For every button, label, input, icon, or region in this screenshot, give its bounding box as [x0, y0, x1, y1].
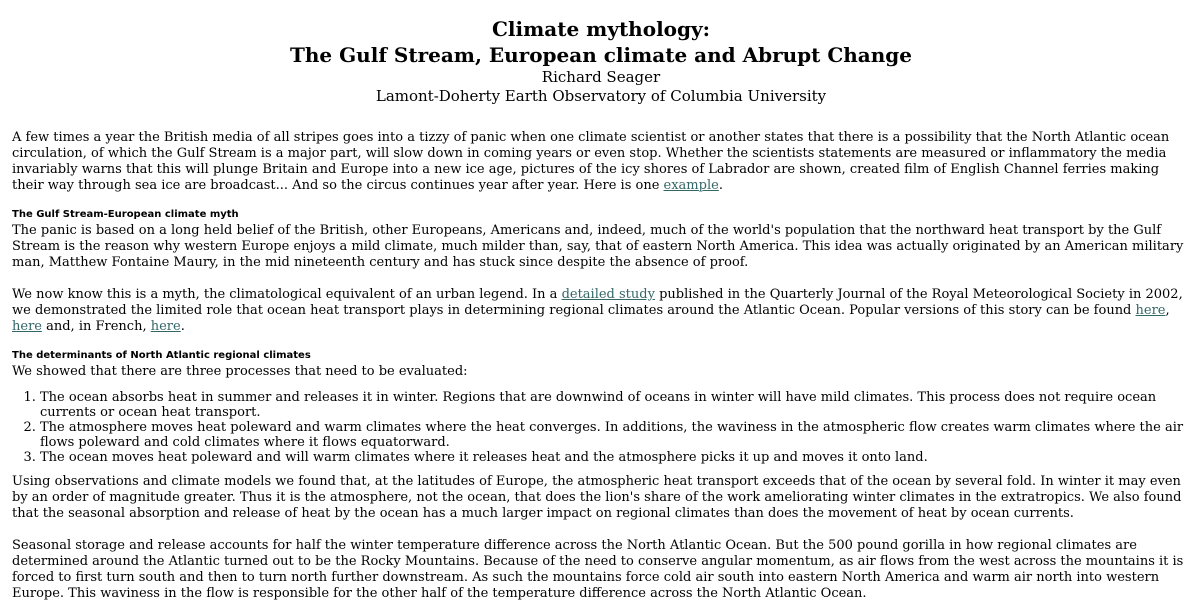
myth-study-paragraph — [12, 287, 1190, 335]
intro-tail: . — [718, 178, 723, 193]
process-list — [12, 390, 1190, 465]
list-item: 1. The ocean absorbs heat in summer and releases it in winter. Regions that are downwind of oceans in winter will have mild climates. This process does not require ocean currents or ocean heat transport. — [40, 390, 1190, 420]
example-link[interactable]: example — [663, 178, 719, 193]
page-subtitle: The Gulf Stream, European climate and Abrupt Change — [289, 43, 913, 67]
study-text-d: and, in French, — [41, 319, 151, 334]
list-item: 2. The atmosphere moves heat poleward and warm climates where the heat converges. In additions, the waviness in the atmospheric flow creates warm climates where the air flows poleward and cold climates where it flows equatorward. — [40, 420, 1190, 450]
intro-text: A few times a year the British media of all stripes goes into a tizzy of panic when one climate scientist or another states that there is a possibility that the North Atlantic ocean circulation, of which the Gulf Stream is a major part, will slow down in coming years or even stop. Whether the scientists statements are measured or inflammatory the media invariably warns that this will plunge Britain and Europe into a new ice age, pictures of the icy shores of Labrador are shown, created film of English Channel ferries making their way through sea ice are broadcast... And so the circus continues year after year. Here is one — [12, 130, 1170, 193]
study-text-e: . — [180, 319, 185, 334]
intro-paragraph — [12, 130, 1190, 194]
myth-section-heading: The Gulf Stream-European climate myth — [12, 209, 239, 220]
study-text-a: We now know this is a myth, the climatological equivalent of an urban legend. In a — [12, 287, 562, 302]
here-link-1[interactable]: here — [1135, 303, 1166, 318]
determinants-section-heading: The determinants of North Atlantic regional climates — [12, 350, 311, 361]
institution-name: Lamont-Doherty Earth Observatory of Columbia University — [375, 87, 827, 105]
page-title: Climate mythology: — [492, 17, 710, 41]
rocky-mountains-paragraph: Seasonal storage and release accounts for half the winter temperature difference across the North Atlantic Ocean. But the 500 pound gorilla in how regional climates are determined around the Atlantic turned out to be the Rocky Mountains. Because of the need to conserve angular momentum, as air flows from the west across the mountains it is forced to first turn south and then to turn north further downstream. As such the mountains force cold air south into eastern North America and warm air north into western Europe. This waviness in the flow is responsible for the other half of the temperature difference across the North Atlantic Ocean. — [12, 538, 1184, 601]
study-text-b: published in the Quarterly Journal of the Royal Meteorological Society in 2002, we demonstrated the limited role that ocean heat transport plays in determining regional climates around the Atlantic Ocean. Popular versions of this story can be found — [12, 287, 1183, 318]
author-name: Richard Seager — [541, 68, 661, 86]
here-link-2[interactable]: here — [12, 319, 42, 334]
findings-paragraph: Using observations and climate models we found that, at the latitudes of Europe, the atmospheric heat transport exceeds that of the ocean by several fold. In winter it may even by an order of magnitude greater. Thus it is the atmosphere, not the ocean, that does the lion's share of the work ameliorating winter climates in the extratropics. We also found that the seasonal absorption and release of heat by the ocean has a much larger impact on regional climates than does the movement of heat by ocean currents. — [12, 474, 1182, 521]
detailed-study-link[interactable]: detailed study — [561, 287, 655, 302]
page-header — [12, 0, 1190, 106]
myth-paragraph: The panic is based on a long held belief of the British, other Europeans, Americans and, indeed, much of the world's population that the northward heat transport by the Gulf Stream is the reason why western Europe enjoys a mild climate, much milder than, say, that of eastern North America. This idea was actually originated by an American military man, Matthew Fontaine Maury, in the mid nineteenth century and has stuck since despite the absence of proof. — [12, 223, 1184, 270]
list-item: 3. The ocean moves heat poleward and will warm climates where it releases heat and the atmosphere picks it up and moves it onto land. — [40, 450, 1190, 465]
study-text-c: , — [1165, 303, 1170, 318]
here-link-french[interactable]: here — [150, 319, 181, 334]
determinants-lead: We showed that there are three processes that need to be evaluated: — [12, 364, 468, 379]
